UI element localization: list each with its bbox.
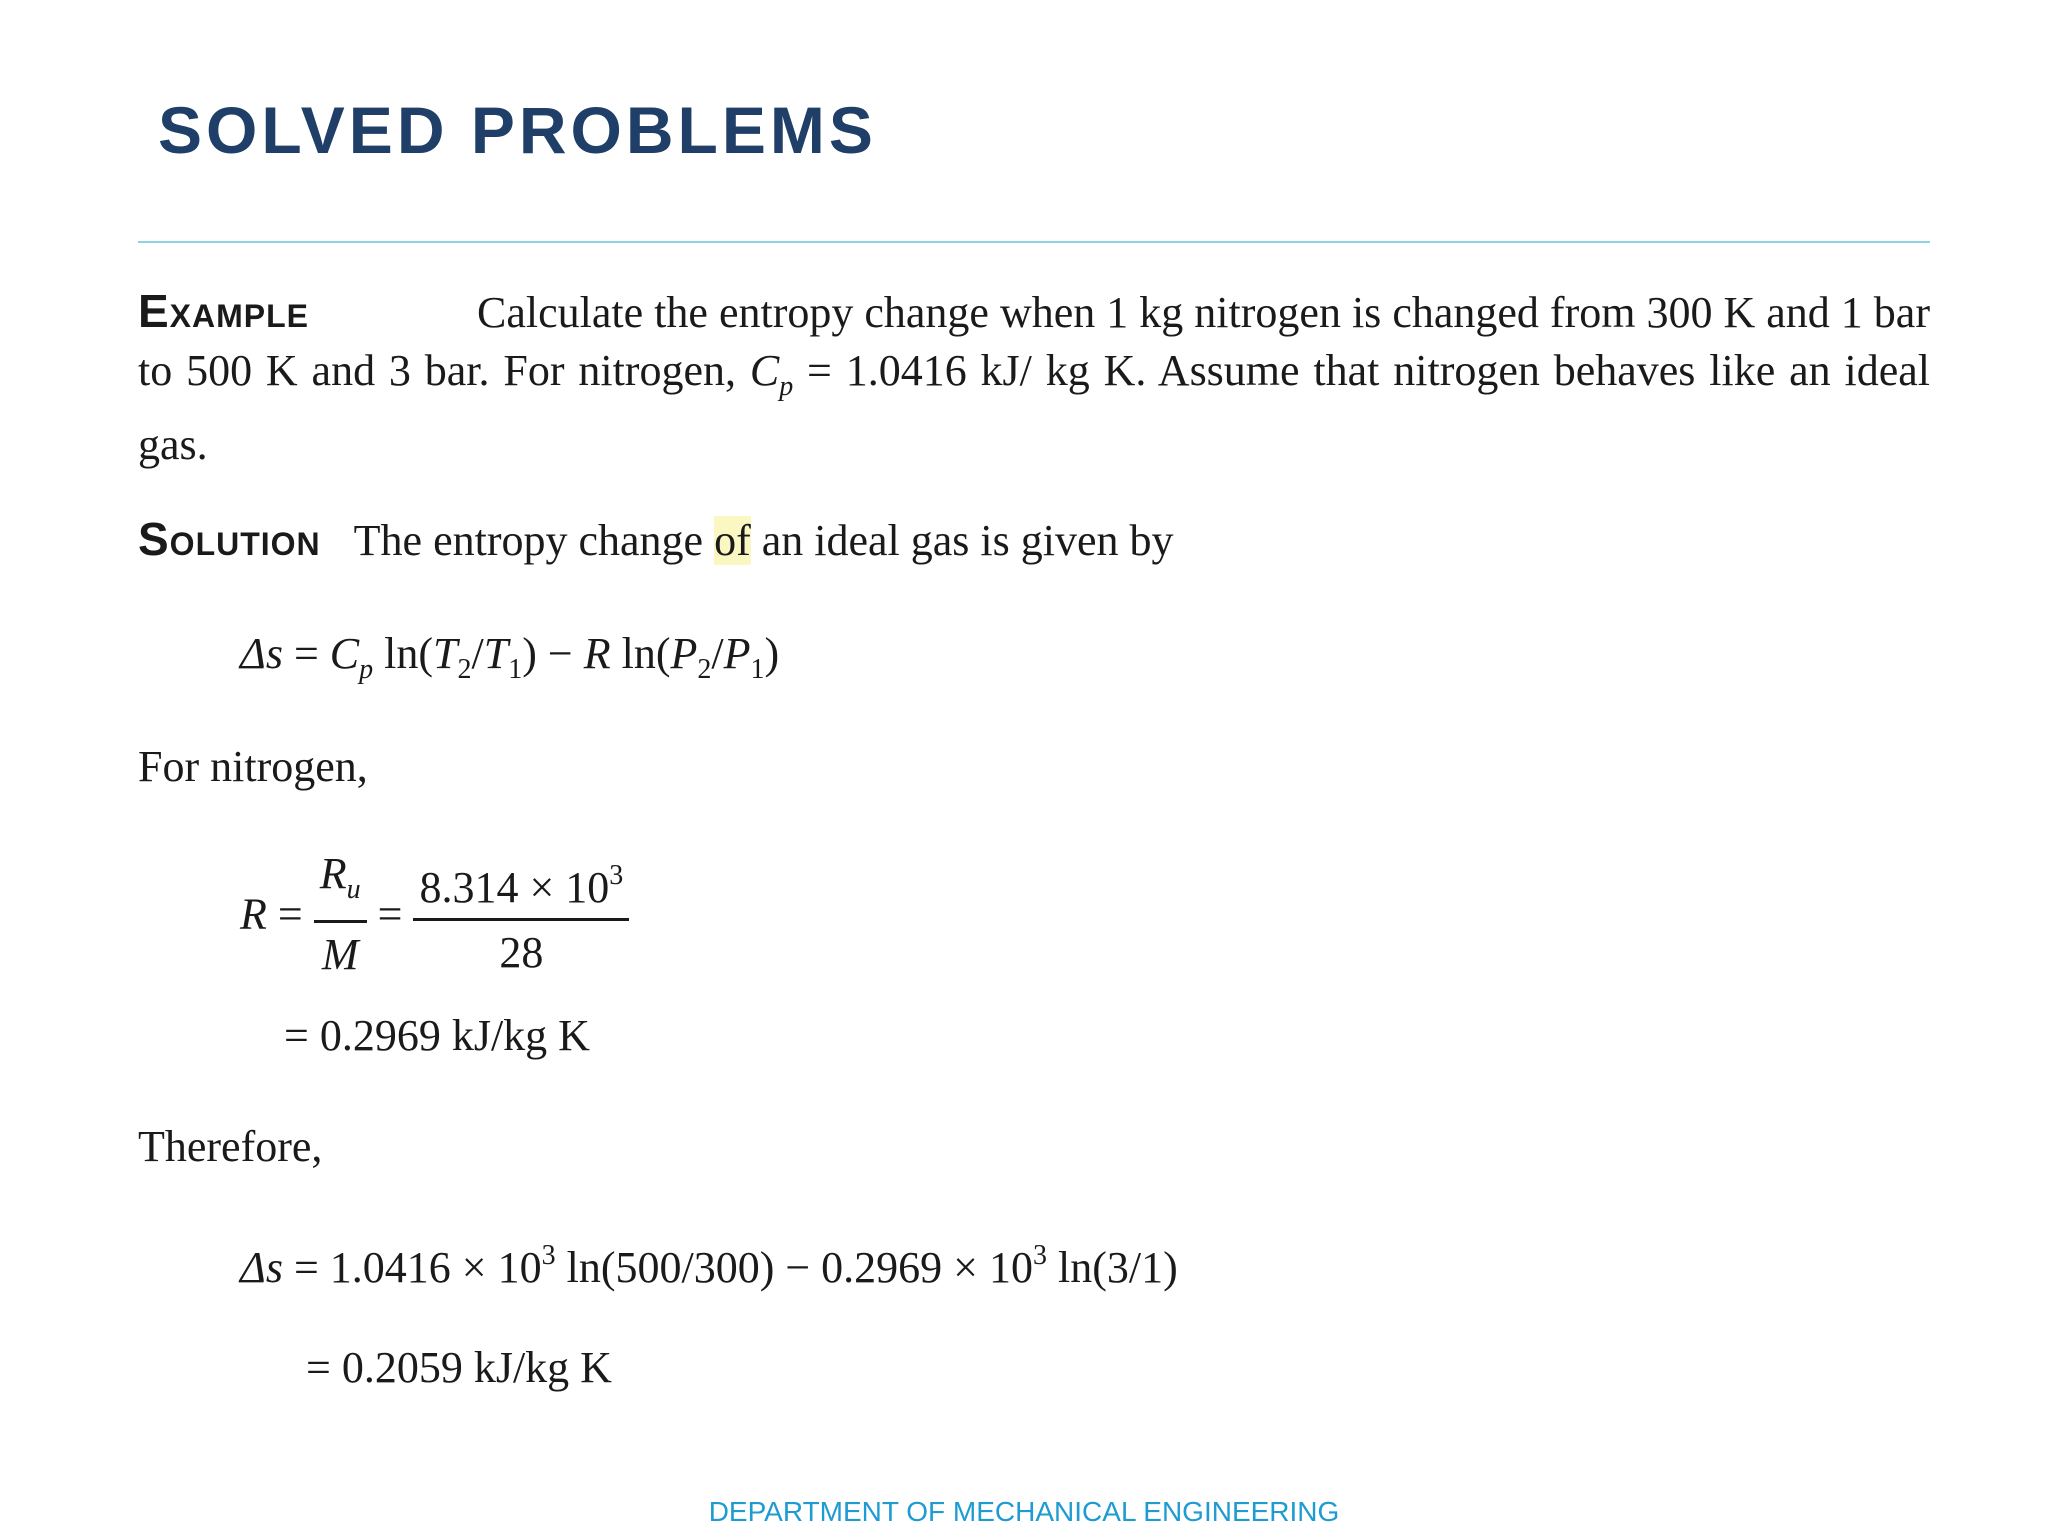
for-nitrogen-label: For nitrogen,	[138, 742, 368, 791]
formula-ln-1: ln(	[373, 629, 434, 678]
r-result: = 0.2969 kJ/kg K	[284, 1011, 590, 1060]
numerator-exponent: 3	[609, 860, 624, 891]
formula-delta-s: Δs	[240, 629, 283, 678]
gas-constant-formula	[240, 848, 629, 981]
formula-slash-2: /	[711, 629, 724, 678]
numeric-fraction	[413, 850, 629, 979]
m-symbol: M	[321, 930, 359, 979]
ru-subscript: u	[346, 874, 361, 905]
formula-equals: =	[282, 629, 330, 678]
formula-cp: C	[329, 629, 360, 678]
formula-p1-sub: 1	[750, 654, 765, 685]
r-symbol: R	[240, 889, 267, 939]
calc-delta-s: Δs	[240, 1243, 283, 1292]
formula-p1: P	[723, 629, 751, 678]
formula-slash-1: /	[471, 629, 484, 678]
formula-p2: P	[670, 629, 698, 678]
formula-p2-sub: 2	[697, 654, 712, 685]
formula-t1: T	[483, 629, 509, 678]
formula-t2: T	[433, 629, 458, 678]
calc-part-1: = 1.0416 × 10	[282, 1243, 542, 1292]
example-cp-subscript: p	[779, 371, 794, 402]
formula-t1-sub: 1	[508, 654, 523, 685]
entropy-calculation	[240, 1228, 1178, 1296]
formula-ln-2: ln(	[610, 629, 671, 678]
entropy-result: = 0.2059 kJ/kg K	[306, 1343, 612, 1392]
formula-cp-sub: p	[359, 654, 374, 685]
example-paragraph	[138, 282, 1930, 474]
calc-part-3: ln(3/1)	[1046, 1243, 1178, 1292]
calc-part-2: ln(500/300) − 0.2969 × 10	[555, 1243, 1033, 1292]
solution-text-a: The entropy change	[353, 516, 715, 565]
formula-r: R	[583, 629, 611, 678]
example-text-a: Calculate the entropy change when 1 kg nitrogen is changed from 300 K and 1 bar to 500 K and 3 bar. For nitrogen,	[138, 288, 1930, 395]
solution-heading: Solution	[138, 513, 321, 565]
entropy-formula	[240, 626, 779, 698]
calc-exponent-1: 3	[541, 1240, 556, 1271]
ru-over-m-fraction	[314, 848, 367, 981]
example-heading: Example	[138, 285, 310, 337]
denominator: 28	[499, 928, 544, 977]
therefore-label: Therefore,	[138, 1122, 323, 1171]
r-equals-1: =	[266, 889, 314, 939]
footer-department: DEPARTMENT OF MECHANICAL ENGINEERING	[708, 1496, 1340, 1527]
calc-exponent-2: 3	[1032, 1240, 1047, 1271]
formula-minus: ) −	[522, 629, 584, 678]
ru-symbol: R	[319, 849, 347, 898]
numerator-base: 8.314 × 10	[419, 863, 610, 912]
title-divider	[138, 241, 1930, 243]
solution-paragraph	[138, 510, 1930, 570]
example-text-b: = 1.0416 kJ/ kg K. Assume that nitrogen behaves like an ideal gas.	[138, 346, 1930, 469]
solution-highlighted-word: of	[714, 516, 751, 565]
slide-title: SOLVED PROBLEMS	[158, 93, 877, 167]
r-equals-2: =	[366, 889, 414, 939]
solution-text-b: an ideal gas is given by	[750, 516, 1174, 565]
example-cp-symbol: C	[749, 346, 780, 395]
formula-close-paren: )	[764, 629, 780, 678]
formula-t2-sub: 2	[457, 654, 472, 685]
